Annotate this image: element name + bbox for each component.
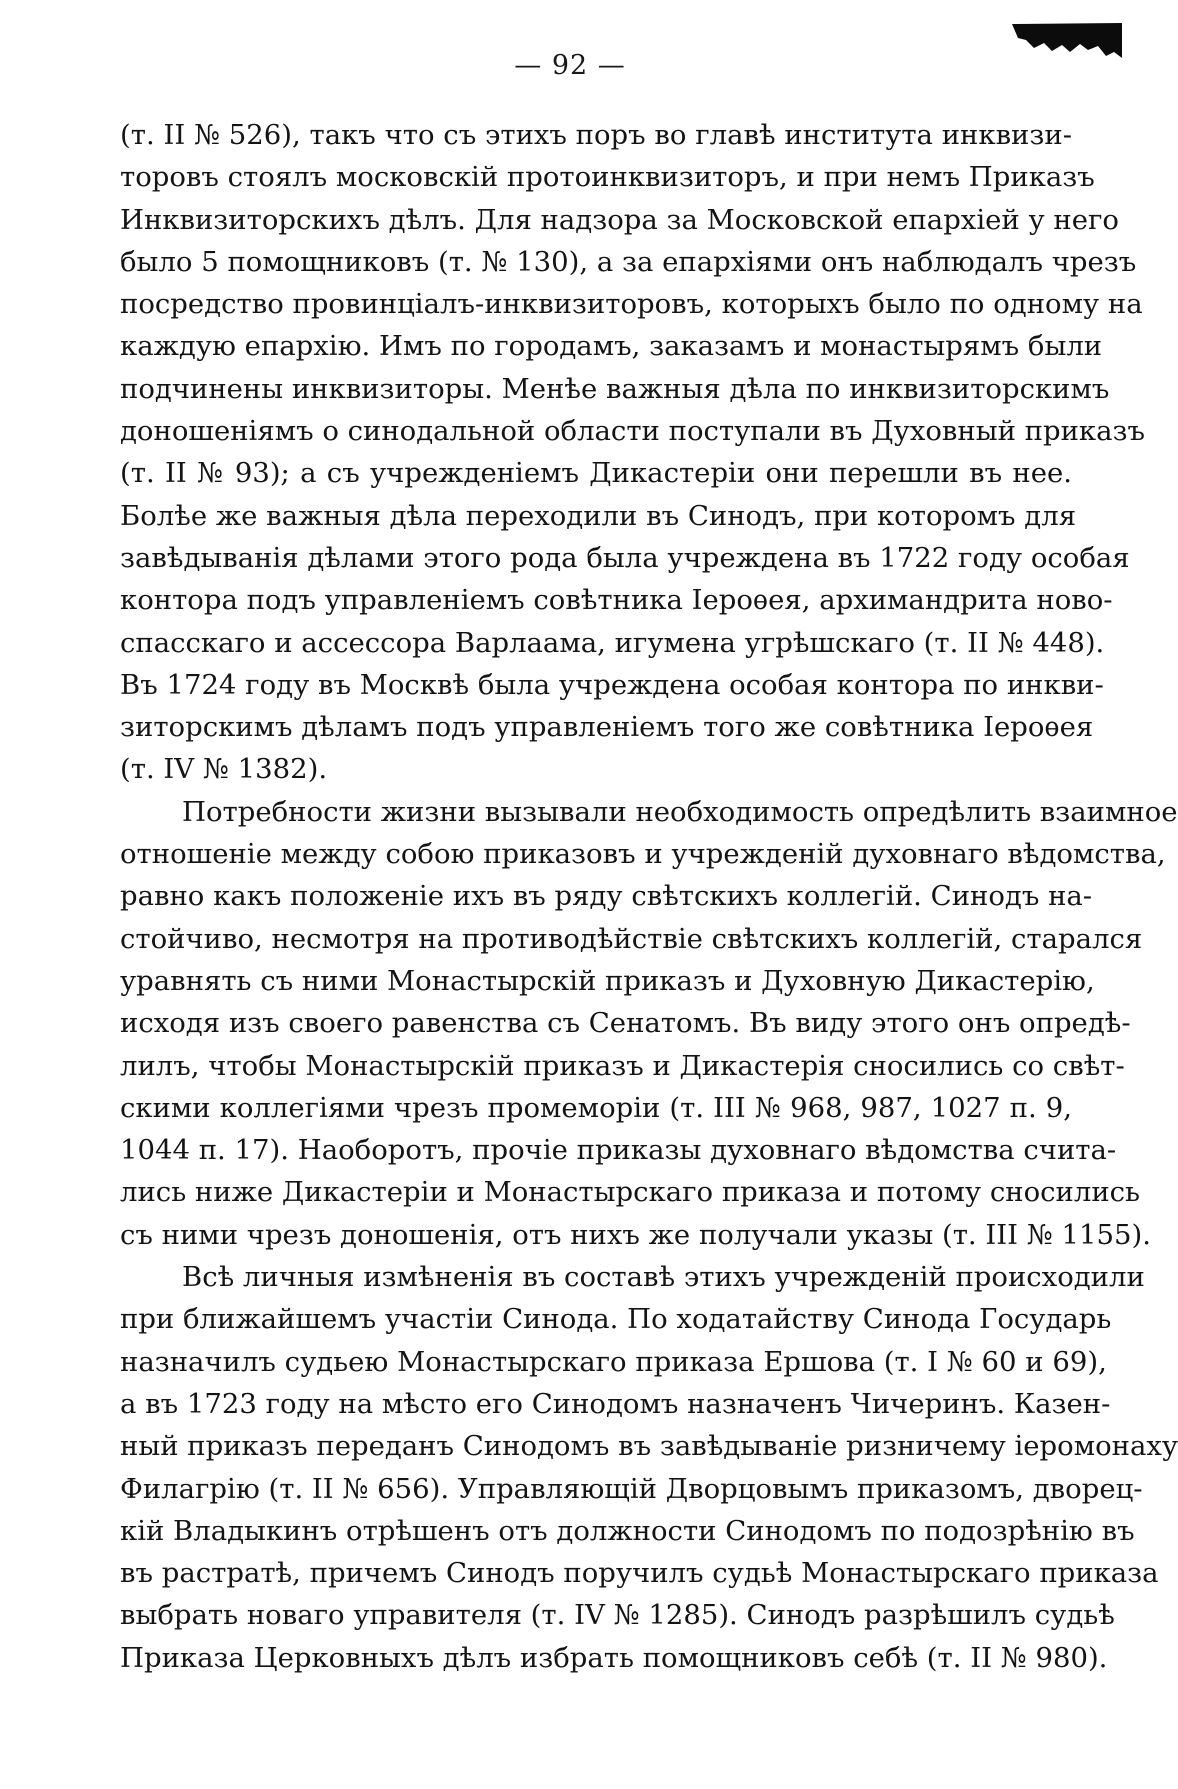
text-line: при ближайшемъ участіи Синода. По ходатайству Синода Государь [120,1303,1112,1336]
text-line: въ растратѣ, причемъ Синодъ поручилъ судьѣ Монастырскаго приказа [120,1557,1159,1590]
text-line: (т. II № 526), такъ что съ этихъ поръ во главѣ института инквизи- [120,119,1072,151]
text-line: подчинены инквизиторы. Менѣе важныя дѣла по инквизиторскимъ [120,372,1110,405]
text-line: стойчиво, несмотря на противодѣйствіе свѣтскихъ коллегій, старался [120,922,1143,955]
paragraph [120,1256,1178,1679]
text-line: скими коллегіями чрезъ промеморіи (т. III № 968, 987, 1027 п. 9, [120,1091,1072,1124]
ink-blot-mark [1010,22,1124,60]
text-line: выбрать новаго управителя (т. IV № 1285). Синодъ разрѣшилъ судьѣ [120,1599,1115,1632]
text-line: 1044 п. 17). Наоборотъ, прочіе приказы духовнаго вѣдомства счита- [120,1134,1117,1167]
text-line: (т. II № 93); а съ учрежденіемъ Дикастеріи они перешли въ нее. [120,457,1072,490]
text-line: съ ними чрезъ доношенія, отъ нихъ же получали указы (т. III № 1155). [120,1218,1151,1251]
text-line: уравнять съ ними Монастырскій приказъ и Духовную Дикастерію, [120,964,1095,997]
text-line: Болѣе же важныя дѣла переходили въ Синодъ, при которомъ для [120,499,1077,532]
text-line: торовъ стоялъ московскій протоинквизиторъ, и при немъ Приказъ [120,161,1095,194]
paragraph [120,791,1178,1256]
document-text [120,114,1178,1679]
text-line: было 5 помощниковъ (т. № 130), а за епархіями онъ наблюдалъ чрезъ [120,245,1137,278]
text-line: (т. IV № 1382). [120,753,328,786]
text-line: лись ниже Дикастеріи и Монастырскаго приказа и потому сносились [120,1176,1141,1209]
text-line: каждую епархію. Имъ по городамъ, заказамъ и монастырямъ были [120,330,1103,363]
text-line: Потребности жизни вызывали необходимость опредѣлить взаимное [182,795,1178,828]
text-line: Филагрію (т. II № 656). Управляющій Дворцовымъ приказомъ, дворец- [120,1472,1143,1505]
text-line: исходя изъ своего равенства съ Сенатомъ. Въ виду этого онъ опредѣ- [120,1007,1131,1040]
text-line: назначилъ судьею Монастырскаго приказа Ершова (т. I № 60 и 69), [120,1345,1107,1378]
paragraph [120,114,1145,791]
text-line: ный приказъ переданъ Синодомъ въ завѣдываніе ризничему іеромонаху [120,1430,1178,1463]
text-line: лилъ, чтобы Монастырскій приказъ и Дикастерія сносились со свѣт- [120,1049,1125,1082]
text-line: завѣдыванія дѣлами этого рода была учреждена въ 1722 году особая [120,541,1130,574]
text-line: Инквизиторскихъ дѣлъ. Для надзора за Московской епархіей у него [120,203,1119,236]
text-line: Въ 1724 году въ Москвѣ была учреждена особая контора по инкви- [120,668,1104,701]
text-line: кій Владыкинъ отрѣшенъ отъ должности Синодомъ по подозрѣнію въ [120,1514,1135,1547]
page-number: — 92 — [514,50,626,81]
text-line: посредство провинціалъ-инквизиторовъ, которыхъ было по одному на [120,288,1143,321]
text-line: отношеніе между собою приказовъ и учрежденій духовнаго вѣдомства, [120,838,1166,871]
text-line: Всѣ личныя измѣненія въ составѣ этихъ учрежденій происходили [182,1261,1145,1294]
text-line: доношеніямъ о синодальной области поступали въ Духовный приказъ [120,415,1145,448]
text-line: спасскаго и ассессора Варлаама, игумена угрѣшскаго (т. II № 448). [120,626,1105,659]
text-line: контора подъ управленіемъ совѣтника Іероѳея, архимандрита ново- [120,584,1113,617]
text-line: а въ 1723 году на мѣсто его Синодомъ назначенъ Чичеринъ. Казен- [120,1387,1111,1420]
text-line: равно какъ положеніе ихъ въ ряду свѣтскихъ коллегій. Синодъ на- [120,880,1093,913]
text-line: зиторскимъ дѣламъ подъ управленіемъ того же совѣтника Іероѳея [120,711,1094,744]
text-line: Приказа Церковныхъ дѣлъ избрать помощниковъ себѣ (т. II № 980). [120,1641,1108,1674]
